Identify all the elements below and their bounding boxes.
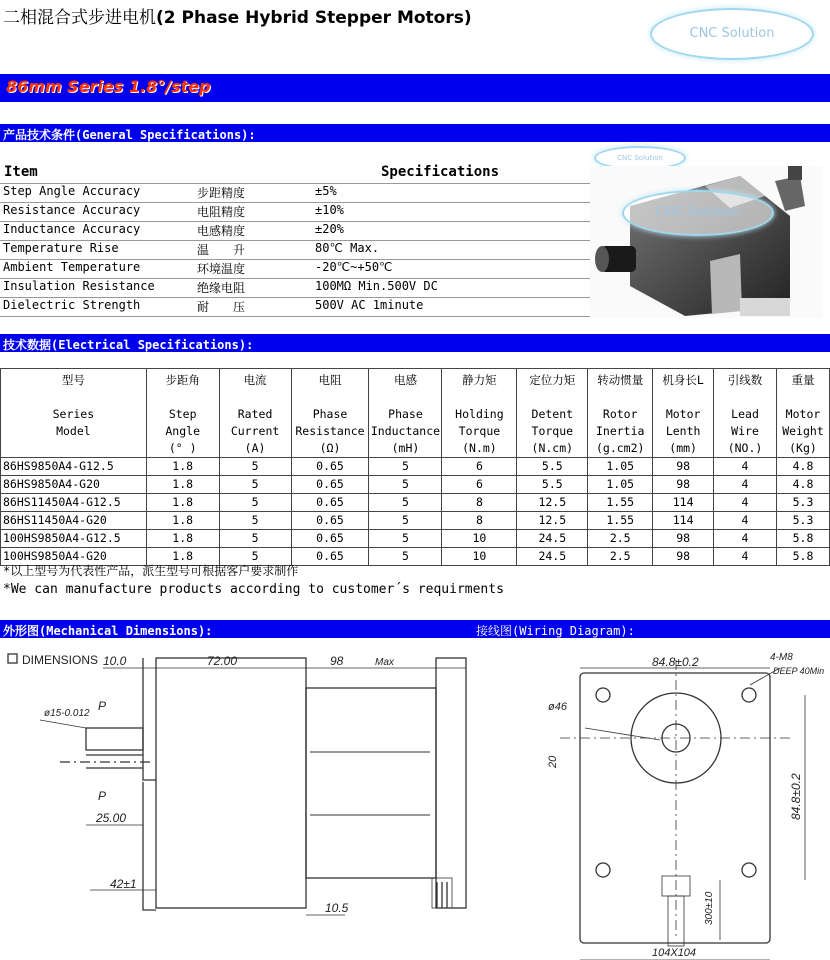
table-cell: 1.8	[146, 512, 219, 530]
general-spec-title: 产品技术条件(General Specifications):	[3, 128, 256, 142]
dim-104: 104X104	[652, 947, 697, 959]
spec-value: 500V AC 1minute	[315, 298, 424, 312]
table-cell: 1.55	[588, 494, 653, 512]
electrical-spec-title: 技术数据(Electrical Specifications):	[3, 338, 254, 352]
table-cell: 0.65	[291, 548, 369, 566]
spec-item-cn: 温 升	[197, 243, 246, 257]
wiring-title: 接线图(Wiring Diagram):	[476, 624, 635, 638]
title-en: (2 Phase Hybrid Stepper Motors)	[156, 8, 472, 28]
general-spec-table	[0, 162, 590, 318]
spec-item-cn: 电感精度	[197, 224, 246, 238]
col-header-holding-torque: 静力矩 Holding Torque (N.m)	[442, 369, 517, 458]
table-cell: 2.5	[588, 548, 653, 566]
table-cell: 5	[219, 476, 291, 494]
table-cell: 4	[714, 548, 777, 566]
spec-head-spec: Specifications	[381, 164, 500, 180]
table-cell: 1.8	[146, 494, 219, 512]
spec-item-en: Dielectric Strength	[3, 298, 141, 312]
spec-value: 100MΩ Min.500V DC	[315, 279, 438, 293]
title-cn: 二相混合式步进电机	[3, 8, 156, 28]
table-cell: 5	[369, 530, 442, 548]
dim-42: 42±1	[110, 877, 137, 891]
table-cell: 0.65	[291, 512, 369, 530]
dim-72: 72.00	[207, 654, 238, 668]
table-cell: 5	[369, 548, 442, 566]
spec-item-cn: 步距精度	[197, 186, 246, 200]
table-cell: 2.5	[588, 530, 653, 548]
table-cell: 1.05	[588, 458, 653, 476]
dim-p-bottom: P	[98, 789, 107, 803]
spec-row	[3, 184, 140, 198]
table-cell: 5	[219, 458, 291, 476]
spec-item-en: Step Angle Accuracy	[3, 184, 141, 198]
dim-p-top: P	[98, 699, 107, 713]
watermark-text: CNC Solution	[689, 26, 775, 41]
dim-4-m8: 4-M8	[770, 652, 793, 663]
table-cell: 6	[442, 458, 517, 476]
electrical-spec-table	[0, 368, 830, 566]
table-cell: 12.5	[517, 494, 588, 512]
table-cell: 5.3	[776, 512, 829, 530]
table-cell: 0.65	[291, 530, 369, 548]
table-cell: 0.65	[291, 476, 369, 494]
dim-98: 98	[330, 654, 344, 668]
table-cell: 8	[442, 494, 517, 512]
table-cell: 0.65	[291, 458, 369, 476]
watermark-top	[650, 8, 814, 60]
spec-value: ±10%	[315, 203, 344, 217]
table-row	[1, 512, 830, 530]
spec-item-en: Inductance Accuracy	[3, 222, 141, 236]
col-header-step-angle: 步距角 Step Angle (° )	[146, 369, 219, 458]
table-cell: 8	[442, 512, 517, 530]
table-cell: 12.5	[517, 512, 588, 530]
spec-item-en: Temperature Rise	[3, 241, 119, 255]
mechanical-bar	[0, 620, 830, 638]
table-cell: 5	[219, 512, 291, 530]
spec-item-en: Ambient Temperature	[3, 260, 141, 274]
table-cell: 86HS9850A4-G12.5	[1, 458, 147, 476]
table-cell: 1.05	[588, 476, 653, 494]
table-cell: 98	[653, 476, 714, 494]
spec-item-cn: 耐 压	[197, 300, 246, 314]
table-cell: 100HS9850A4-G20	[1, 548, 147, 566]
table-cell: 1.8	[146, 548, 219, 566]
col-header-resistance: 电阻 Phase Resistance (Ω)	[291, 369, 369, 458]
table-cell: 10	[442, 530, 517, 548]
mechanical-title: 外形图(Mechanical Dimensions):	[3, 624, 213, 638]
dim-label: DIMENSIONS	[22, 653, 99, 667]
table-cell: 5.8	[776, 548, 829, 566]
spec-item-en: Resistance Accuracy	[3, 203, 141, 217]
table-cell: 4	[714, 530, 777, 548]
motor-photo	[590, 166, 822, 318]
dim-300: 300±10	[704, 891, 715, 925]
dim-20: 20	[547, 755, 559, 768]
watermark-photo	[622, 190, 774, 236]
table-row	[1, 530, 830, 548]
spec-item-cn: 绝缘电阻	[197, 281, 246, 295]
electrical-spec-bar	[0, 334, 830, 352]
table-cell: 114	[653, 494, 714, 512]
table-cell: 5	[369, 512, 442, 530]
table-cell: 5.5	[517, 458, 588, 476]
spec-item-en: Insulation Resistance	[3, 279, 155, 293]
watermark-text: CNC Solution	[655, 205, 741, 220]
table-row	[1, 458, 830, 476]
spec-head-item: Item	[4, 164, 38, 180]
table-cell: 86HS11450A4-G20	[1, 512, 147, 530]
table-cell: 86HS11450A4-G12.5	[1, 494, 147, 512]
series-title: 86mm Series 1.8°/step	[6, 77, 211, 96]
table-cell: 5.8	[776, 530, 829, 548]
divider	[0, 316, 590, 317]
dim-84-8-side: 84.8±0.2	[789, 773, 803, 820]
table-cell: 10	[442, 548, 517, 566]
col-header-motor-length: 机身长L Motor Lenth (mm)	[653, 369, 714, 458]
dim-84-8-top: 84.8±0.2	[652, 655, 699, 669]
spec-value: ±5%	[315, 184, 337, 198]
table-row	[1, 494, 830, 512]
spec-item-cn: 电阻精度	[197, 205, 246, 219]
col-header-rotor-inertia: 转动惯量 Rotor Inertia (g.cm2)	[588, 369, 653, 458]
table-cell: 98	[653, 458, 714, 476]
series-bar	[0, 74, 830, 102]
spec-value: 80℃ Max.	[315, 241, 380, 255]
table-cell: 6	[442, 476, 517, 494]
table-cell: 98	[653, 530, 714, 548]
page-title	[3, 3, 472, 28]
col-header-model: 型号 Series Model	[1, 369, 147, 458]
table-cell: 5	[369, 476, 442, 494]
col-header-current: 电流 Rated Current (A)	[219, 369, 291, 458]
table-cell: 4.8	[776, 458, 829, 476]
dim-10: 10.0	[103, 654, 127, 668]
table-cell: 5	[219, 530, 291, 548]
dim-10-5: 10.5	[325, 901, 349, 915]
table-cell: 1.8	[146, 530, 219, 548]
table-cell: 98	[653, 548, 714, 566]
col-header-weight: 重量 Motor Weight (Kg)	[776, 369, 829, 458]
table-cell: 1.55	[588, 512, 653, 530]
table-cell: 5	[369, 494, 442, 512]
col-header-detent-torque: 定位力矩 Detent Torque (N.cm)	[517, 369, 588, 458]
table-cell: 5.5	[517, 476, 588, 494]
note-cn: *以上型号为代表性产品，派生型号可根据客户要求制作	[3, 564, 299, 578]
dim-25: 25.00	[96, 811, 127, 825]
dim-46: ø46	[548, 701, 567, 713]
table-cell: 24.5	[517, 530, 588, 548]
spec-value: -20℃~+50℃	[315, 260, 393, 274]
general-spec-bar	[0, 124, 830, 142]
col-header-inductance: 电感 Phase Inductance (mH)	[369, 369, 442, 458]
col-header-lead-wire: 引线数 Lead Wire (NO.)	[714, 369, 777, 458]
table-cell: 1.8	[146, 476, 219, 494]
table-cell: 4	[714, 512, 777, 530]
dim-max: Max	[375, 657, 394, 668]
table-cell: 1.8	[146, 458, 219, 476]
dim-shaft: ø15-0.012	[44, 708, 90, 719]
table-cell: 4	[714, 458, 777, 476]
table-cell: 114	[653, 512, 714, 530]
dim-deep: DEEP 40Min	[773, 666, 825, 676]
table-cell: 5	[369, 458, 442, 476]
table-cell: 5.3	[776, 494, 829, 512]
stepper-motor-icon	[590, 166, 822, 318]
table-row	[1, 476, 830, 494]
table-cell: 4	[714, 494, 777, 512]
table-cell: 86HS9850A4-G20	[1, 476, 147, 494]
table-cell: 5	[219, 548, 291, 566]
mechanical-drawing	[0, 640, 830, 960]
watermark-text: CNC Solution	[617, 154, 663, 162]
table-cell: 4.8	[776, 476, 829, 494]
table-cell: 100HS9850A4-G12.5	[1, 530, 147, 548]
table-cell: 5	[219, 494, 291, 512]
table-cell: 4	[714, 476, 777, 494]
spec-value: ±20%	[315, 222, 344, 236]
table-cell: 0.65	[291, 494, 369, 512]
table-header-row	[1, 369, 830, 458]
table-cell: 24.5	[517, 548, 588, 566]
spec-item-cn: 环境温度	[197, 262, 246, 276]
note-en: *We can manufacture products according to customer´s requirments	[3, 582, 504, 597]
